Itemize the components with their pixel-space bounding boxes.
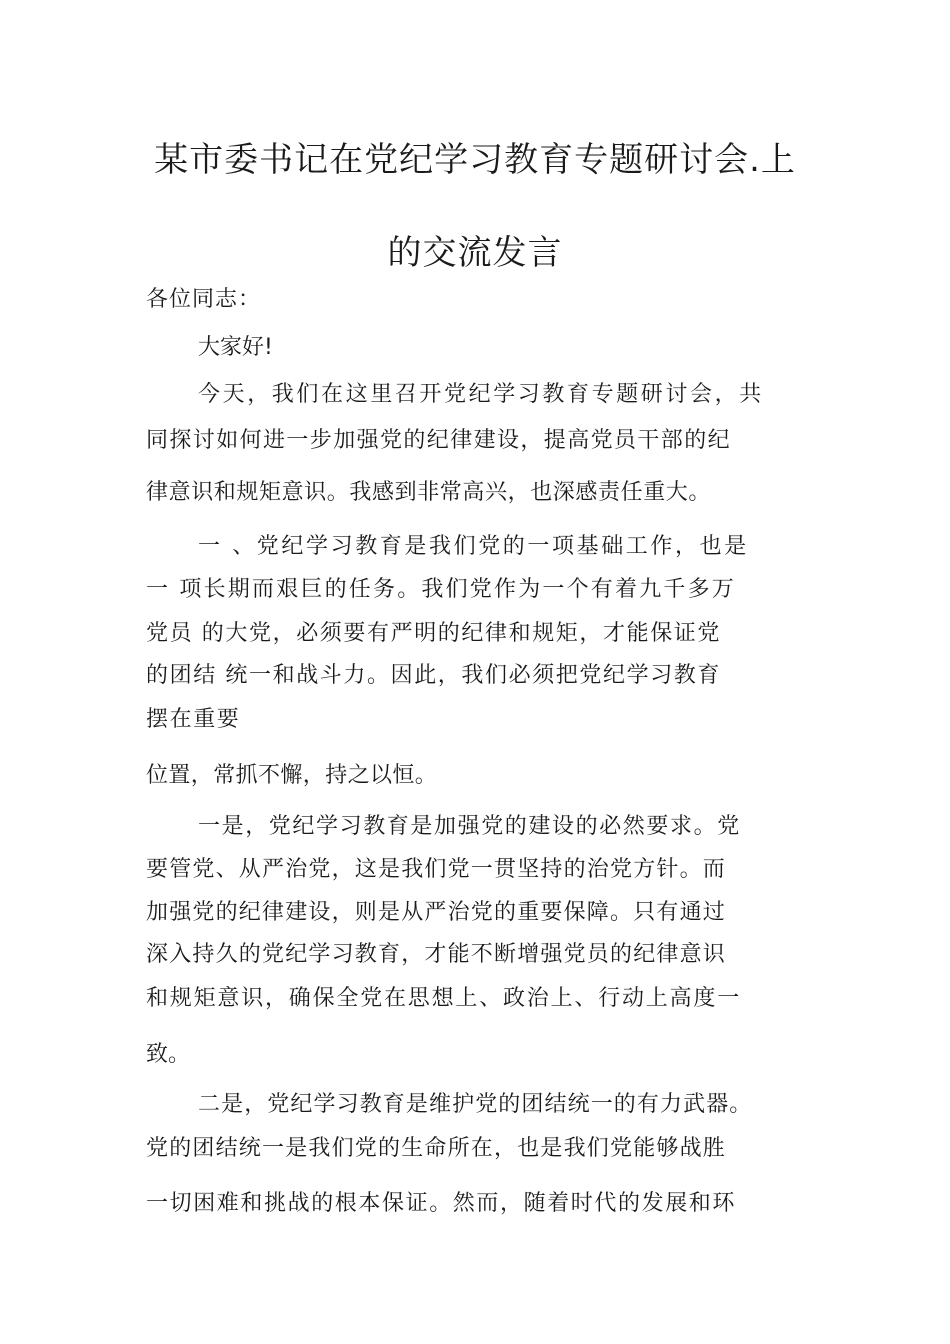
body-line: 同探讨如何进一步加强党的纪律建设，提高党员干部的纪 — [146, 428, 732, 453]
body-line: 的团结 统一和战斗力。因此，我们必须把党纪学习教育 — [146, 663, 721, 688]
body-line: 摆在重要 — [146, 707, 241, 732]
body-line: 深入持久的党纪学习教育，才能不断增强党员的纪律意识 — [146, 942, 727, 967]
body-line: 致。 — [146, 1042, 191, 1067]
body-line: 党员 的大党，必须要有严明的纪律和规矩，才能保证党 — [146, 621, 721, 646]
body-line: 律意识和规矩意识。我感到非常高兴，也深感责任重大。 — [146, 480, 712, 505]
body-line: 和规矩意识，确保全党在思想上、政治上、行动上高度一 — [146, 986, 742, 1011]
body-line: 要管党、从严治党，这是我们党一贯坚持的治党方针。而 — [146, 857, 727, 882]
body-line: 加强党的纪律建设，则是从严治党的重要保障。只有通过 — [146, 900, 727, 925]
body-line: 党的团结统一是我们党的生命所在，也是我们党能够战胜 — [146, 1136, 727, 1161]
body-line: 一 、党纪学习教育是我们党的一项基础工作，也是 — [198, 534, 749, 559]
body-line: 二是，党纪学习教育是维护党的团结统一的有力武器。 — [198, 1092, 753, 1117]
title-line-1: 某市委书记在党纪学习教育专题研讨会.上 — [154, 140, 796, 180]
greeting: 大家好! — [198, 335, 273, 360]
body-line: 今天，我们在这里召开党纪学习教育专题研讨会，共 — [198, 382, 764, 407]
body-line: 一是，党纪学习教育是加强党的建设的必然要求。党 — [198, 814, 741, 839]
salutation: 各位同志： — [146, 287, 262, 312]
body-line: 一 项长期而艰巨的任务。我们党作为一个有着九千多万 — [146, 577, 736, 602]
body-line: 位置，常抓不懈，持之以恒。 — [146, 763, 438, 788]
body-line: 一切困难和挑战的根本保证。然而，随着时代的发展和环 — [146, 1191, 737, 1216]
title-line-2: 的交流发言 — [387, 233, 563, 273]
